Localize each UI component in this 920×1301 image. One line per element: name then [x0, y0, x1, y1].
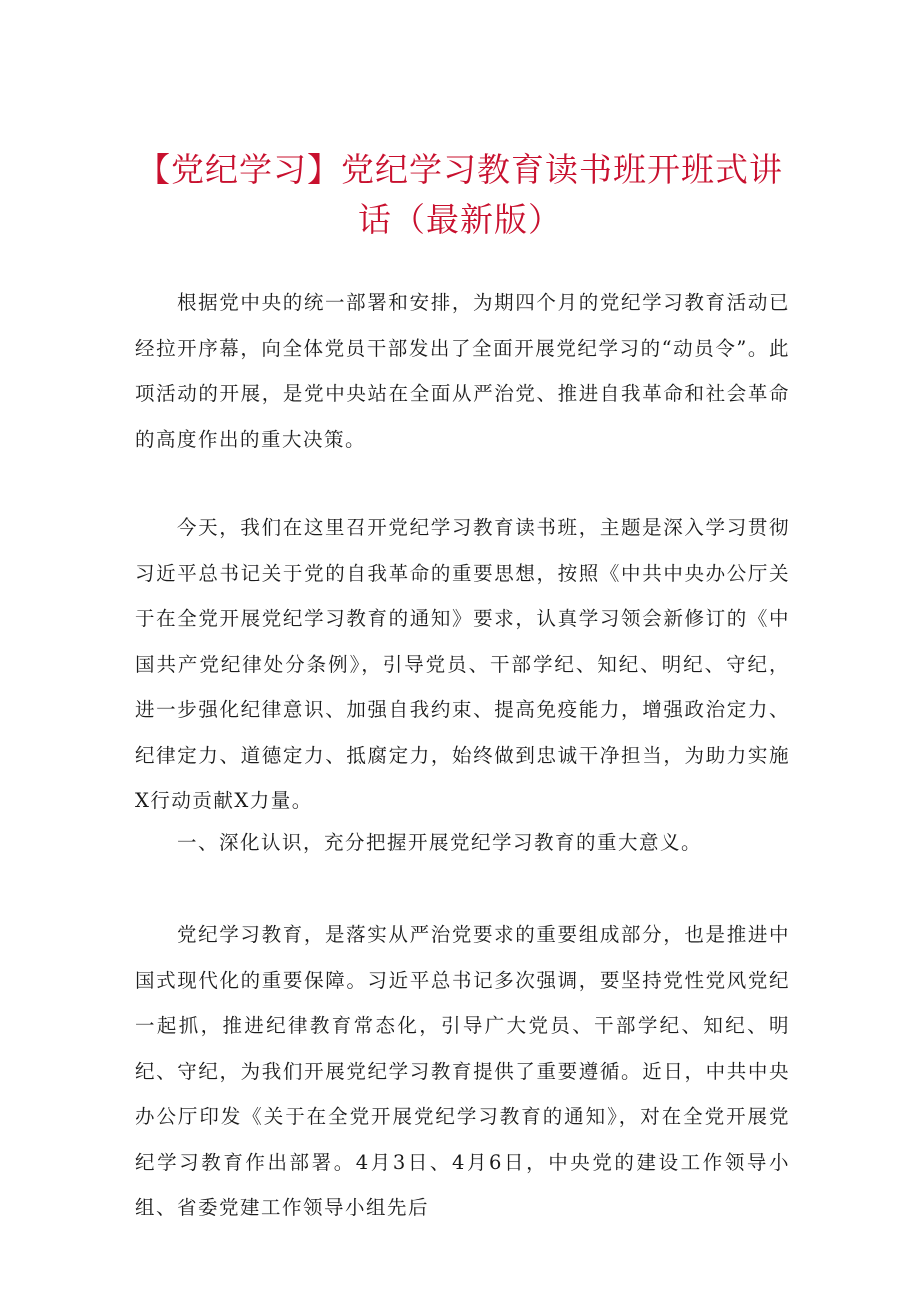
document-title: 【党纪学习】党纪学习教育读书班开班式讲话（最新版） [137, 150, 783, 239]
section-heading-1: 一、深化认识，充分把握开展党纪学习教育的重大意义。 [177, 831, 703, 854]
paragraph-purpose: 今天，我们在这里召开党纪学习教育读书班，主题是深入学习贯彻习近平总书记关于党的自我革命的重要思想，按照《中共中央办公厅关于在全党开展党纪学习教育的通知》要求，认真学习领会新修订的《中国共产党纪律处分条例》，引导党员、干部学纪、知纪、明纪、守纪，进一步强化纪律意识、加强自我约束、提高免疫能力，增强政治定力、纪律定力、道德定力、抵腐定力，始终做到忠诚干净担当，为助力实施X行动贡献X力量。 [135, 516, 790, 812]
paragraph-significance: 党纪学习教育，是落实从严治党要求的重要组成部分，也是推进中国式现代化的重要保障。习近平总书记多次强调，要坚持党性党风党纪一起抓，推进纪律教育常态化，引导广大党员、干部学纪、知纪、明纪、守纪，为我们开展党纪学习教育提供了重要遵循。近日，中共中央办公厅印发《关于在全党开展党纪学习教育的通知》，对在全党开展党纪学习教育作出部署。4月3日、4月6日，中央党的建设工作领导小组、省委党建工作领导小组先后 [135, 923, 790, 1219]
paragraph-intro: 根据党中央的统一部署和安排，为期四个月的党纪学习教育活动已经拉开序幕，向全体党员干部发出了全面开展党纪学习的“动员令”。此项活动的开展，是党中央站在全面从严治党、推进自我革命和社会革命的高度作出的重大决策。 [135, 291, 790, 451]
